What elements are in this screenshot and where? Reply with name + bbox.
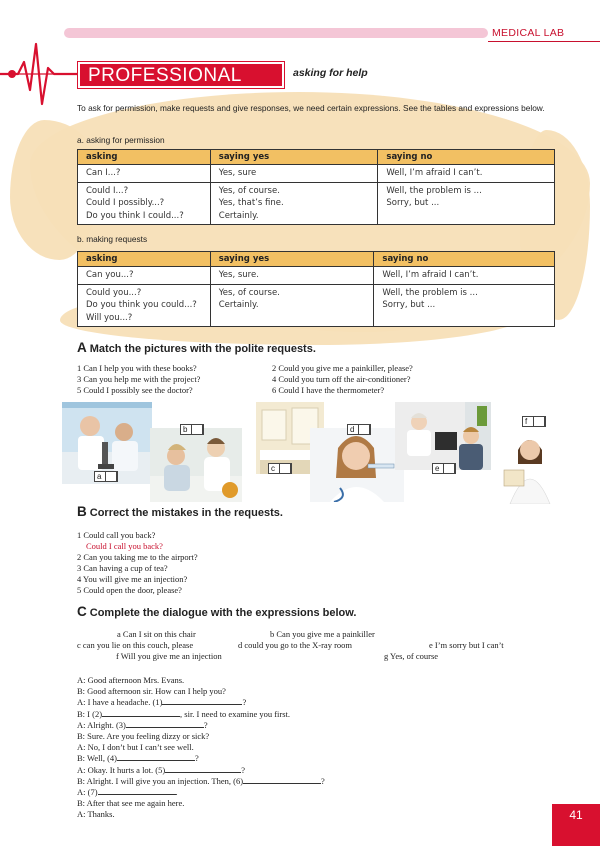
exercise-title: Correct the mistakes in the requests.	[89, 507, 283, 519]
dialogue-line: A: Good afternoon Mrs. Evans.	[77, 675, 185, 685]
table-header: saying yes	[210, 150, 378, 165]
exercise-b-heading	[77, 504, 283, 519]
cell-line: Could I...?	[86, 185, 129, 196]
table-a-label: a. asking for permission	[77, 135, 165, 145]
answer-box[interactable]	[279, 463, 291, 474]
page-subtitle: asking for help	[293, 67, 368, 79]
table-cell	[78, 284, 211, 327]
dialogue-line: B: After that see me again here.	[77, 798, 185, 809]
request-item: 4 Could you turn off the air-conditioner?	[272, 374, 411, 384]
picture-tag-f: f	[522, 416, 546, 427]
permission-table	[77, 149, 555, 225]
blank-5[interactable]	[165, 765, 241, 773]
dialogue	[77, 675, 325, 821]
page-number: 41	[552, 804, 600, 846]
answer-box[interactable]	[105, 471, 117, 482]
dialogue-line: B: Alright. I will give you an injection. Then, (6) ?	[77, 775, 325, 786]
cell-line: Could I possibly...?	[86, 198, 165, 208]
picture-tag-d: d	[347, 424, 371, 435]
answer-box[interactable]	[443, 463, 455, 474]
picture-tag-a: a	[94, 471, 118, 482]
cell-line: Yes, of course.	[218, 185, 280, 196]
request-item: 1 Can I help you with these books?	[77, 363, 197, 373]
dialogue-line: A: Okay. It hurts a lot. (5) ?	[77, 764, 245, 775]
dialogue-line: B: Sure. Are you feeling dizzy or sick?	[77, 731, 210, 742]
header-rule	[488, 41, 600, 42]
table-cell	[374, 284, 555, 327]
section-label: MEDICAL LAB	[492, 27, 565, 39]
cell-line: Could you...?	[86, 287, 142, 298]
expression-option: e I’m sorry but I can’t	[429, 640, 504, 650]
request-list-right	[272, 363, 413, 396]
photo-office-women	[395, 402, 491, 470]
request-item: 5 Could I possibly see the doctor?	[77, 385, 193, 395]
photo-patient-nurse	[150, 428, 242, 502]
picture-tag-c: c	[268, 463, 292, 474]
table-cell	[378, 182, 555, 225]
mistake-item: 5 Could open the door, please?	[77, 585, 182, 595]
cell-line: Yes, that’s fine.	[218, 198, 284, 208]
table-header: asking	[78, 252, 211, 267]
cell-line: Yes, of course.	[218, 287, 280, 298]
dialogue-line: A: Alright. (3) ?	[77, 719, 208, 730]
table-cell: Well, I’m afraid I can’t.	[374, 267, 555, 285]
dialogue-line: A: Thanks.	[77, 809, 115, 820]
picture-tag-e: e	[432, 463, 456, 474]
heartbeat-icon	[0, 42, 82, 122]
answer-box[interactable]	[191, 424, 203, 435]
table-header: asking	[78, 150, 211, 165]
blank-6[interactable]	[243, 776, 321, 784]
dialogue-line: A: I have a headache. (1) ?	[77, 697, 247, 708]
dialogue-line: B: Good afternoon sir. How can I help you?	[77, 686, 226, 697]
mistake-item: 3 Can having a cup of tea?	[77, 563, 168, 573]
expression-option: b Can you give me a painkiller	[270, 629, 375, 639]
intro-text: To ask for permission, make requests and give responses, we need certain expressions. See the tables and expressions below.	[77, 103, 545, 113]
table-b-label: b. making requests	[77, 234, 148, 244]
blank-3[interactable]	[126, 720, 204, 728]
blank-7[interactable]	[98, 787, 176, 795]
answer-box[interactable]	[358, 424, 370, 435]
cell-line: Sorry, but ...	[382, 300, 436, 310]
exercise-letter: A	[77, 340, 87, 355]
requests-table	[77, 251, 555, 327]
exercise-a-heading	[77, 340, 316, 355]
page-title: PROFESSIONAL LIFE	[78, 62, 284, 88]
exercise-letter: C	[77, 604, 87, 619]
cell-line: Certainly.	[218, 300, 259, 310]
cell-line: Well, the problem is ...	[386, 185, 482, 196]
table-cell: Yes, sure.	[210, 267, 374, 285]
example-answer: Could I call you back?	[86, 541, 163, 551]
exercise-title: Complete the dialogue with the expressions below.	[89, 607, 357, 619]
expression-option: d could you go to the X-ray room	[238, 640, 353, 650]
exercise-c-heading	[77, 604, 356, 619]
cell-line: Will you...?	[86, 312, 133, 323]
answer-box[interactable]	[533, 416, 545, 427]
request-list-left	[77, 363, 200, 396]
table-cell	[210, 284, 374, 327]
expression-option: f Will you give me an injection	[116, 651, 222, 661]
dialogue-line: A: No, I don’t but I can’t see well.	[77, 742, 194, 753]
cell-line: Do you think I could...?	[86, 210, 184, 221]
table-cell: Can I...?	[78, 165, 211, 183]
request-item: 6 Could I have the thermometer?	[272, 385, 385, 395]
dialogue-line: A: (7) .	[77, 787, 178, 798]
cell-line: Well, the problem is ...	[382, 287, 478, 298]
blank-4[interactable]	[117, 753, 195, 761]
expression-option: g Yes, of course	[384, 651, 439, 661]
dialogue-line: B: Well, (4) ?	[77, 753, 199, 764]
blank-1[interactable]	[162, 697, 242, 705]
mistake-item: 4 You will give me an injection?	[77, 574, 188, 584]
expression-option: a Can I sit on this chair	[117, 629, 196, 639]
table-cell	[78, 182, 211, 225]
top-decor-bar	[64, 28, 488, 38]
exercise-letter: B	[77, 504, 87, 519]
table-cell: Can you...?	[78, 267, 211, 285]
picture-tag-b: b	[180, 424, 204, 435]
table-cell	[210, 182, 378, 225]
table-cell: Yes, sure	[210, 165, 378, 183]
exercise-title: Match the pictures with the polite requests.	[89, 343, 316, 355]
dialogue-line: B: I (2) , sir. I need to examine you first.	[77, 708, 291, 719]
expression-option: c can you lie on this couch, please	[77, 640, 194, 650]
table-header: saying yes	[210, 252, 374, 267]
cell-line: Certainly.	[218, 210, 259, 221]
table-header: saying no	[374, 252, 555, 267]
request-item: 3 Can you help me with the project?	[77, 374, 201, 384]
table-header: saying no	[378, 150, 555, 165]
request-item: 2 Could you give me a painkiller, please?	[272, 363, 413, 373]
table-cell: Well, I’m afraid I can’t.	[378, 165, 555, 183]
photo-nurse-clipboard	[496, 428, 562, 504]
cell-line: Sorry, but ...	[386, 198, 440, 208]
mistake-item: 2 Can you taking me to the airport?	[77, 552, 198, 562]
mistake-item: 1 Could call you back?	[77, 530, 156, 540]
photo-nurse-thermometer	[310, 428, 404, 502]
cell-line: Do you think you could...?	[86, 300, 197, 310]
blank-2[interactable]	[102, 709, 180, 717]
mistakes-list	[77, 530, 198, 596]
